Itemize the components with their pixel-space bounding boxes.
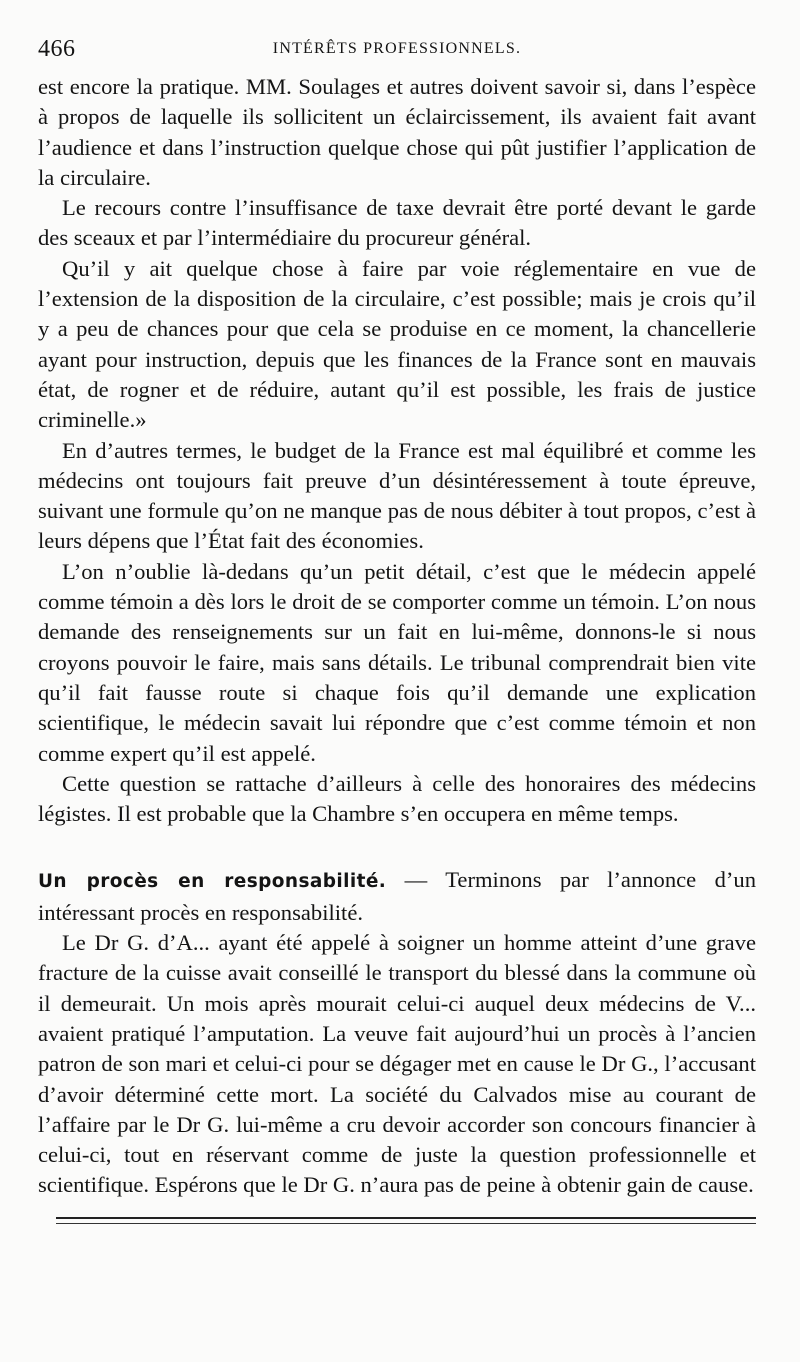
- rule-line-thin: [56, 1223, 756, 1224]
- page-number: 466: [38, 36, 76, 62]
- running-head: [38, 32, 756, 72]
- running-title: INTÉRÊTS PROFESSIONNELS.: [272, 40, 522, 57]
- paragraph: Cette question se rattache d’ailleurs à celle des honoraires des médecins légistes. Il est probable que la Chambre s’en occupera en même temps.: [38, 770, 756, 827]
- section-paragraph: Le Dr G. d’A... ayant été appelé à soigner un homme atteint d’une grave fracture de la cuisse avait conseillé le transport du blessé dans la commune où il demeurait. Un mois après mourait celui-ci auquel deux médecins de V... avaient pratiqué l’amputation. La veuve fait aujourd’hui un procès à l’ancien patron de son mari et celui-ci pour se dégager met en cause le Dr G., l’accusant d’avoir déterminé cette mort. La société du Calvados mise au courant de l’affaire par le Dr G. lui-même a cru devoir accorder son concours financier à celui-ci, tout en réservant comme de juste la question professionnelle et scientifique. Espérons que le Dr G. n’aura pas de peine à obtenir gain de cause.: [38, 930, 756, 1198]
- section-intro: [38, 865, 756, 928]
- rule-line-thick: [56, 1217, 756, 1219]
- section-gap: [38, 829, 756, 865]
- section-title: Un procès en responsabilité.: [38, 871, 387, 893]
- body-text: [38, 72, 756, 1201]
- paragraph: Le recours contre l’insuffisance de taxe devrait être porté devant le garde des sceaux et par l’intermédiaire du procureur général.: [38, 195, 756, 251]
- paragraph: Qu’il y ait quelque chose à faire par voie réglementaire en vue de l’extension de la disposition de la circulaire, c’est possible; mais je crois qu’il y a peu de chances pour que cela se produise en ce moment, la chancellerie ayant pour instruction, depuis que les finances de la France sont en mauvais état, de rogner et de réduire, autant qu’il est possible, les frais de justice criminelle.»: [38, 255, 756, 433]
- bottom-rule: [56, 1217, 756, 1224]
- section-intro-text: — Terminons par l’annonce d’un intéressant procès en responsabilité.: [38, 867, 756, 925]
- paragraph: est encore la pratique. MM. Soulages et autres doivent savoir si, dans l’espèce à propos de laquelle ils sollicitent un éclaircissement, ils avaient fait avant l’audience et dans l’instruction quelque chose qui pût justifier l’application de la circulaire.: [38, 74, 756, 190]
- paragraph: L’on n’oublie là-dedans qu’un petit détail, c’est que le médecin appelé comme témoin a dès lors le droit de se comporter comme un témoin. L’on nous demande des renseignements sur un fait en lui-même, donnons-le si nous croyons pouvoir le faire, mais sans détails. Le tribunal comprendrait bien vite qu’il fait fausse route si chaque fois qu’il demande une explication scientifique, le médecin savait lui répondre que c’est comme témoin et non comme expert qu’il est appelé.: [38, 558, 756, 766]
- paragraph: En d’autres termes, le budget de la France est mal équilibré et comme les médecins ont toujours fait preuve d’un désintéressement à toute épreuve, suivant une formule qu’on ne manque pas de nous débiter à tout propos, c’est à leurs dépens que l’État fait des économies.: [38, 437, 756, 554]
